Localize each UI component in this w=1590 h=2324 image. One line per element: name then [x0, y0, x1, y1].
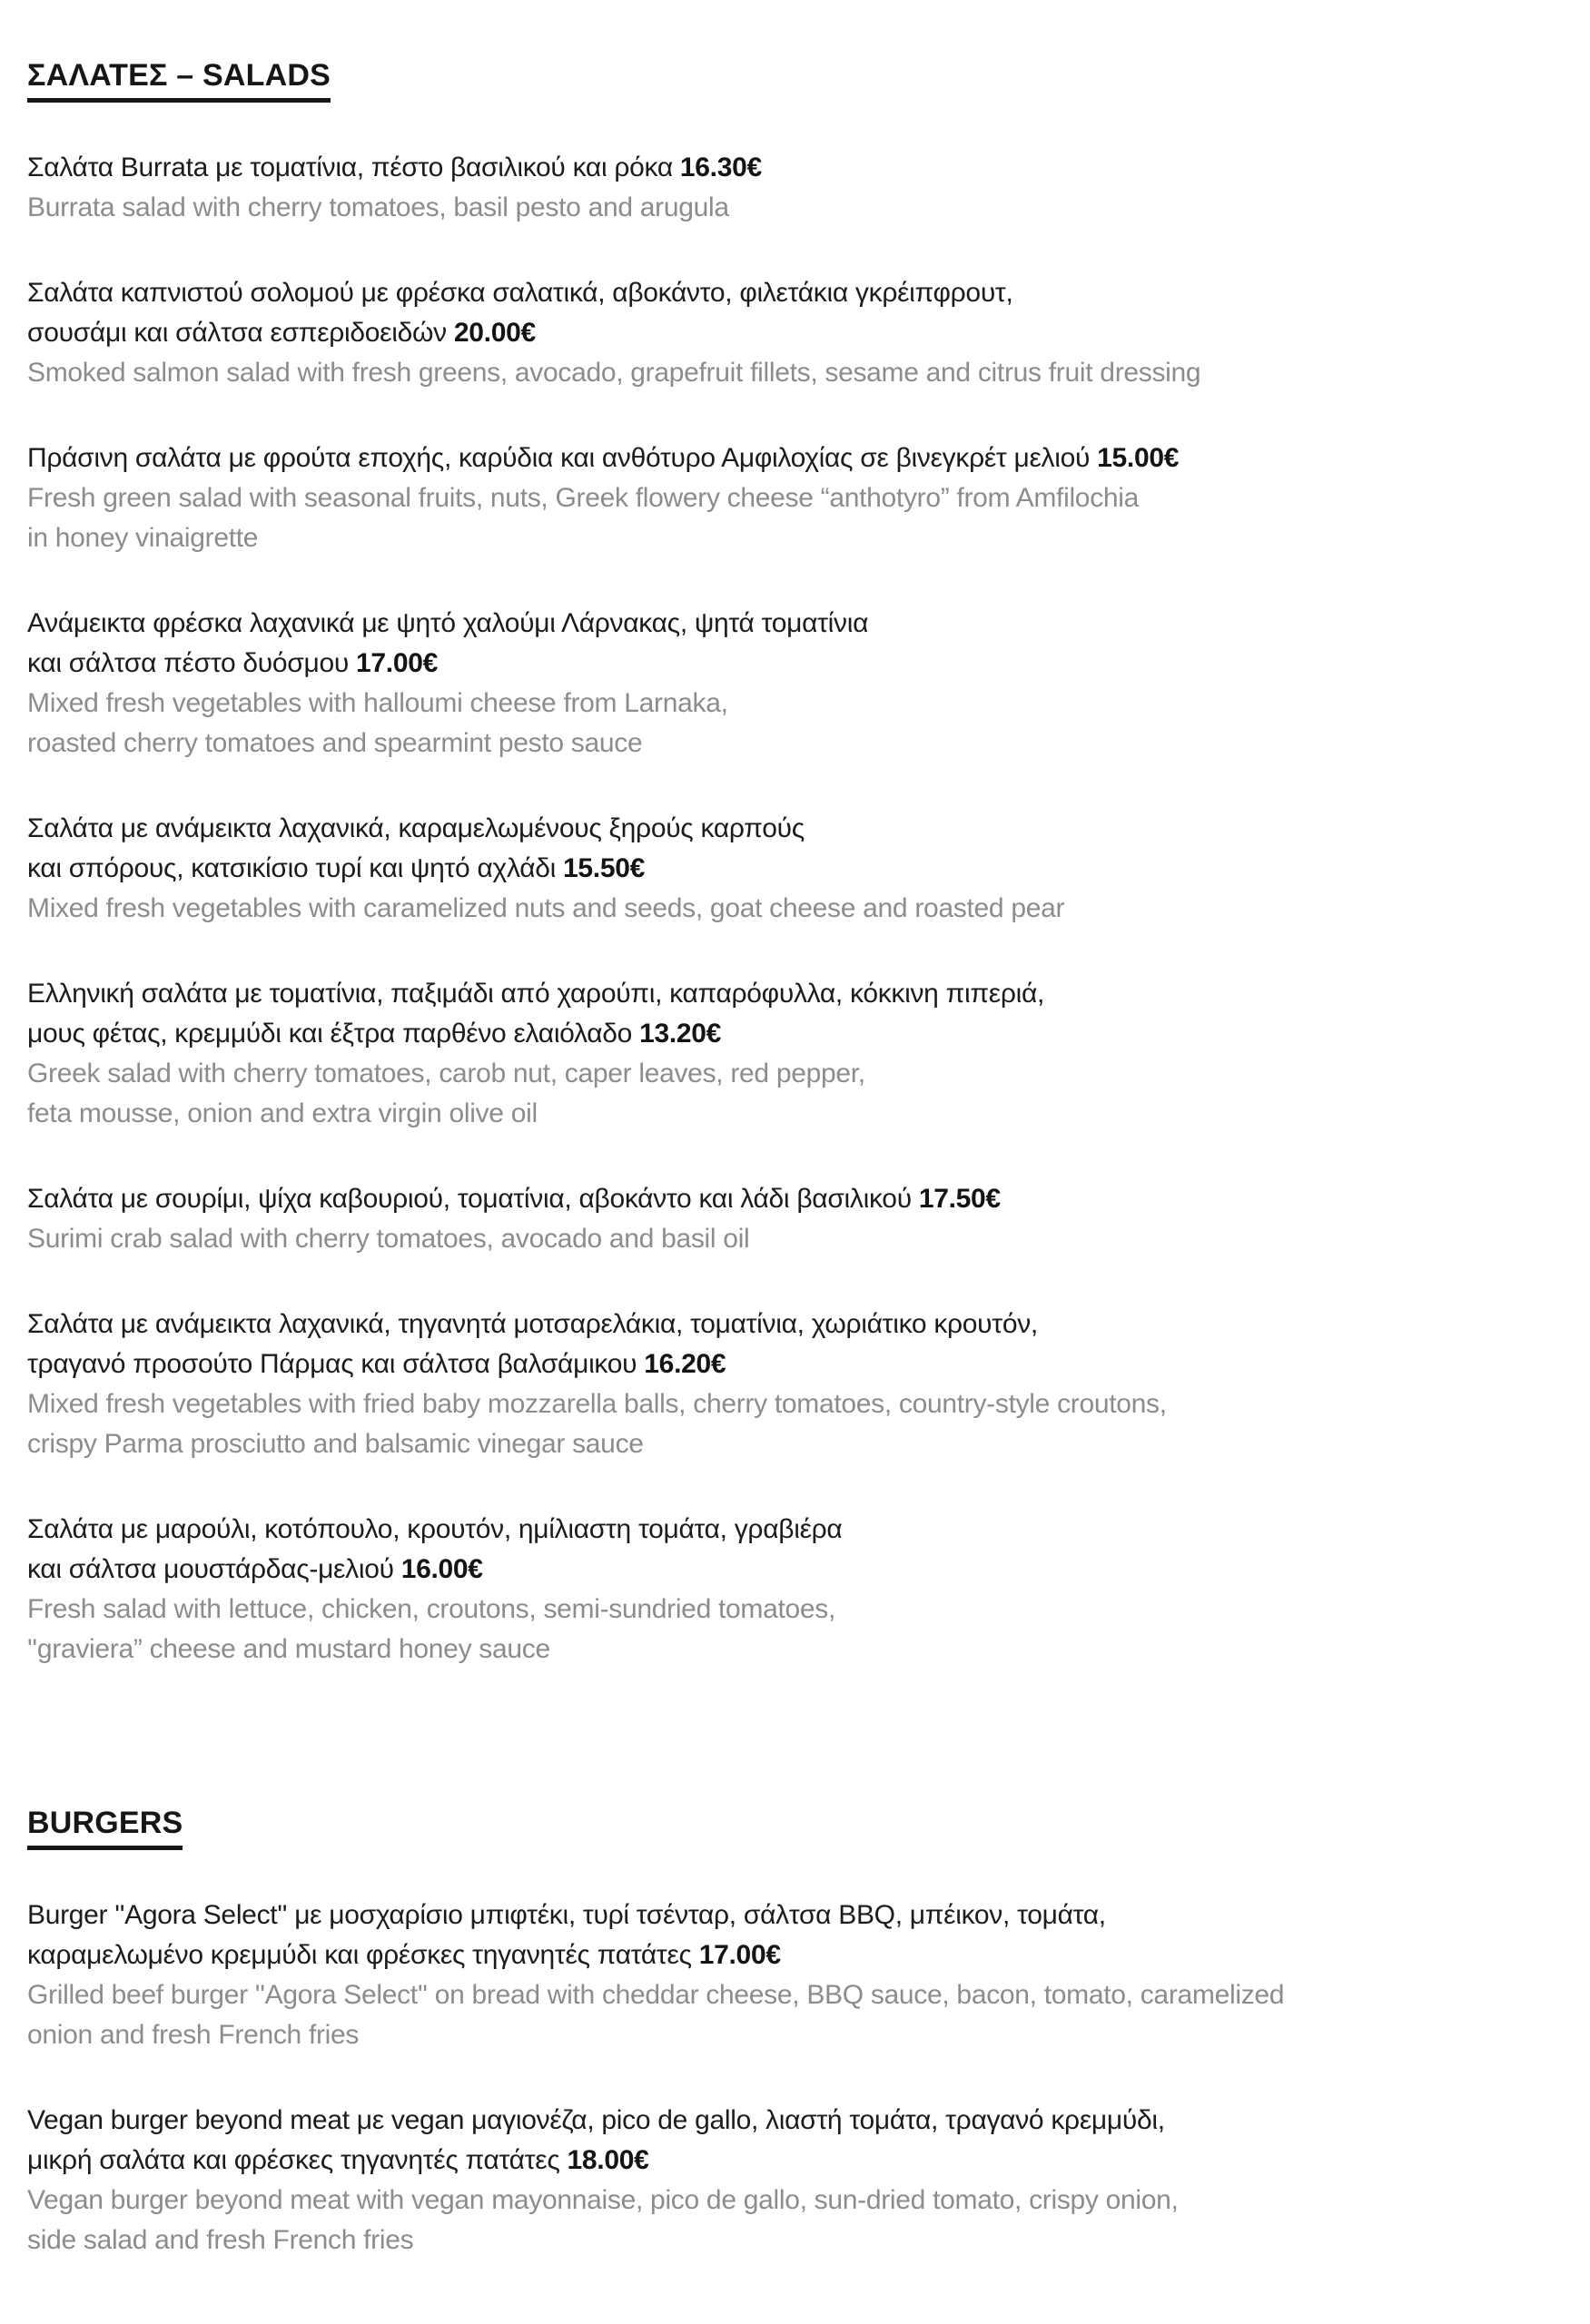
item-description-english-line: Fresh green salad with seasonal fruits, nuts, Greek flowery cheese “anthotyro” from Amfilochia: [27, 483, 1140, 513]
item-price: 13.20€: [639, 1019, 722, 1049]
menu-item: [27, 1510, 1563, 1669]
item-description-english-line: crispy Parma prosciutto and balsamic vinegar sauce: [27, 1429, 644, 1459]
item-name-greek-line: καραμελωμένο κρεμμύδι και φρέσκες τηγανητές πατάτες 17.00€: [27, 1940, 781, 1970]
item-description-english-line: onion and fresh French fries: [27, 2020, 360, 2050]
item-price: 16.00€: [400, 1554, 483, 1584]
item-name-greek-line: Σαλάτα με μαρούλι, κοτόπουλο, κρουτόν, ημίλιαστη τομάτα, γραβιέρα: [27, 1514, 843, 1544]
item-description-english-line: Surimi crab salad with cherry tomatoes, avocado and basil oil: [27, 1224, 750, 1254]
menu-item: [27, 148, 1563, 228]
item-name-greek-line: τραγανό προσούτο Πάρμας και σάλτσα βαλσάμικου 16.20€: [27, 1349, 726, 1379]
item-description-english-line: ''graviera” cheese and mustard honey sauce: [27, 1634, 550, 1664]
menu-item: [27, 2101, 1563, 2260]
item-name-greek-line: και σπόρους, κατσικίσιο τυρί και ψητό αχλάδι 15.50€: [27, 853, 645, 883]
item-description-english-line: side salad and fresh French fries: [27, 2225, 414, 2255]
item-price: 17.50€: [918, 1184, 1001, 1214]
menu-item: [27, 438, 1563, 558]
menu-section-burgers: [27, 1806, 1563, 2260]
item-name-greek-line: Ελληνική σαλάτα με τοματίνια, παξιμάδι από χαρούπι, καπαρόφυλλα, κόκκινη πιπεριά,: [27, 979, 1045, 1009]
item-description-english-line: Burrata salad with cherry tomatoes, basil pesto and arugula: [27, 192, 729, 222]
item-price: 18.00€: [567, 2145, 649, 2175]
item-price: 17.00€: [356, 648, 438, 678]
item-price: 15.00€: [1097, 443, 1180, 473]
item-price: 17.00€: [698, 1940, 781, 1970]
menu-item: [27, 273, 1563, 393]
item-description-english-line: Greek salad with cherry tomatoes, carob nut, caper leaves, red pepper,: [27, 1059, 865, 1088]
menu-root: [27, 58, 1563, 2260]
menu-item: [27, 809, 1563, 929]
item-price: 20.00€: [453, 318, 536, 348]
item-description-english-line: Mixed fresh vegetables with halloumi cheese from Larnaka,: [27, 688, 728, 718]
item-description-english-line: Smoked salmon salad with fresh greens, avocado, grapefruit fillets, sesame and citrus fruit dressing: [27, 358, 1201, 388]
item-name-greek-line: Σαλάτα με ανάμεικτα λαχανικά, τηγανητά μοτσαρελάκια, τοματίνια, χωριάτικο κρουτόν,: [27, 1309, 1038, 1339]
item-name-greek-line: Vegan burger beyond meat με vegan μαγιονέζα, pico de gallo, λιαστή τομάτα, τραγανό κρεμμύδι,: [27, 2105, 1165, 2135]
item-price: 15.50€: [563, 853, 645, 883]
menu-item: [27, 1896, 1563, 2055]
item-name-greek-line: σουσάμι και σάλτσα εσπεριδοειδών 20.00€: [27, 318, 536, 348]
item-name-greek-line: μικρή σαλάτα και φρέσκες τηγανητές πατάτες 18.00€: [27, 2145, 649, 2175]
menu-item: [27, 1305, 1563, 1464]
item-description-english-line: Grilled beef burger ''Agora Select'' on bread with cheddar cheese, BBQ sauce, bacon, tomato, caramelized: [27, 1980, 1285, 2010]
item-name-greek-line: Σαλάτα Burrata με τοματίνια, πέστο βασιλικού και ρόκα 16.30€: [27, 153, 762, 182]
item-description-english-line: Vegan burger beyond meat with vegan mayonnaise, pico de gallo, sun-dried tomato, crispy onion,: [27, 2185, 1179, 2215]
section-items-burgers: [27, 1896, 1563, 2260]
menu-section-salads: [27, 58, 1563, 1669]
section-heading-burgers: BURGERS: [27, 1806, 183, 1850]
item-description-english-line: feta mousse, onion and extra virgin olive oil: [27, 1098, 538, 1128]
item-description-english-line: Mixed fresh vegetables with fried baby mozzarella balls, cherry tomatoes, country-style croutons,: [27, 1389, 1167, 1419]
item-name-greek-line: και σάλτσα πέστο δυόσμου 17.00€: [27, 648, 438, 678]
item-description-english-line: in honey vinaigrette: [27, 523, 259, 553]
section-heading-salads: ΣΑΛΑΤΕΣ – SALADS: [27, 58, 331, 103]
item-price: 16.30€: [679, 153, 762, 182]
section-items-salads: [27, 148, 1563, 1669]
item-name-greek-line: Σαλάτα καπνιστού σολομού με φρέσκα σαλατικά, αβοκάντο, φιλετάκια γκρέιπφρουτ,: [27, 278, 1013, 308]
item-name-greek-line: μους φέτας, κρεμμύδι και έξτρα παρθένο ελαιόλαδο 13.20€: [27, 1019, 722, 1049]
item-price: 16.20€: [644, 1349, 726, 1379]
item-name-greek-line: Σαλάτα με ανάμεικτα λαχανικά, καραμελωμένους ξηρούς καρπούς: [27, 813, 805, 843]
menu-item: [27, 604, 1563, 763]
item-name-greek-line: Πράσινη σαλάτα με φρούτα εποχής, καρύδια και ανθότυρο Αμφιλοχίας σε βινεγκρέτ μελιού 15.00€: [27, 443, 1180, 473]
item-description-english-line: Mixed fresh vegetables with caramelized nuts and seeds, goat cheese and roasted pear: [27, 893, 1065, 923]
item-name-greek-line: και σάλτσα μουστάρδας-μελιού 16.00€: [27, 1554, 483, 1584]
item-name-greek-line: Ανάμεικτα φρέσκα λαχανικά με ψητό χαλούμι Λάρνακας, ψητά τοματίνια: [27, 608, 869, 638]
menu-item: [27, 1179, 1563, 1259]
item-description-english-line: roasted cherry tomatoes and spearmint pesto sauce: [27, 728, 643, 758]
item-description-english-line: Fresh salad with lettuce, chicken, croutons, semi-sundried tomatoes,: [27, 1594, 836, 1624]
item-name-greek-line: Burger ''Agora Select'' με μοσχαρίσιο μπιφτέκι, τυρί τσένταρ, σάλτσα BBQ, μπέικον, τομάτα,: [27, 1900, 1106, 1930]
menu-item: [27, 974, 1563, 1134]
item-name-greek-line: Σαλάτα με σουρίμι, ψίχα καβουριού, τοματίνια, αβοκάντο και λάδι βασιλικού 17.50€: [27, 1184, 1001, 1214]
